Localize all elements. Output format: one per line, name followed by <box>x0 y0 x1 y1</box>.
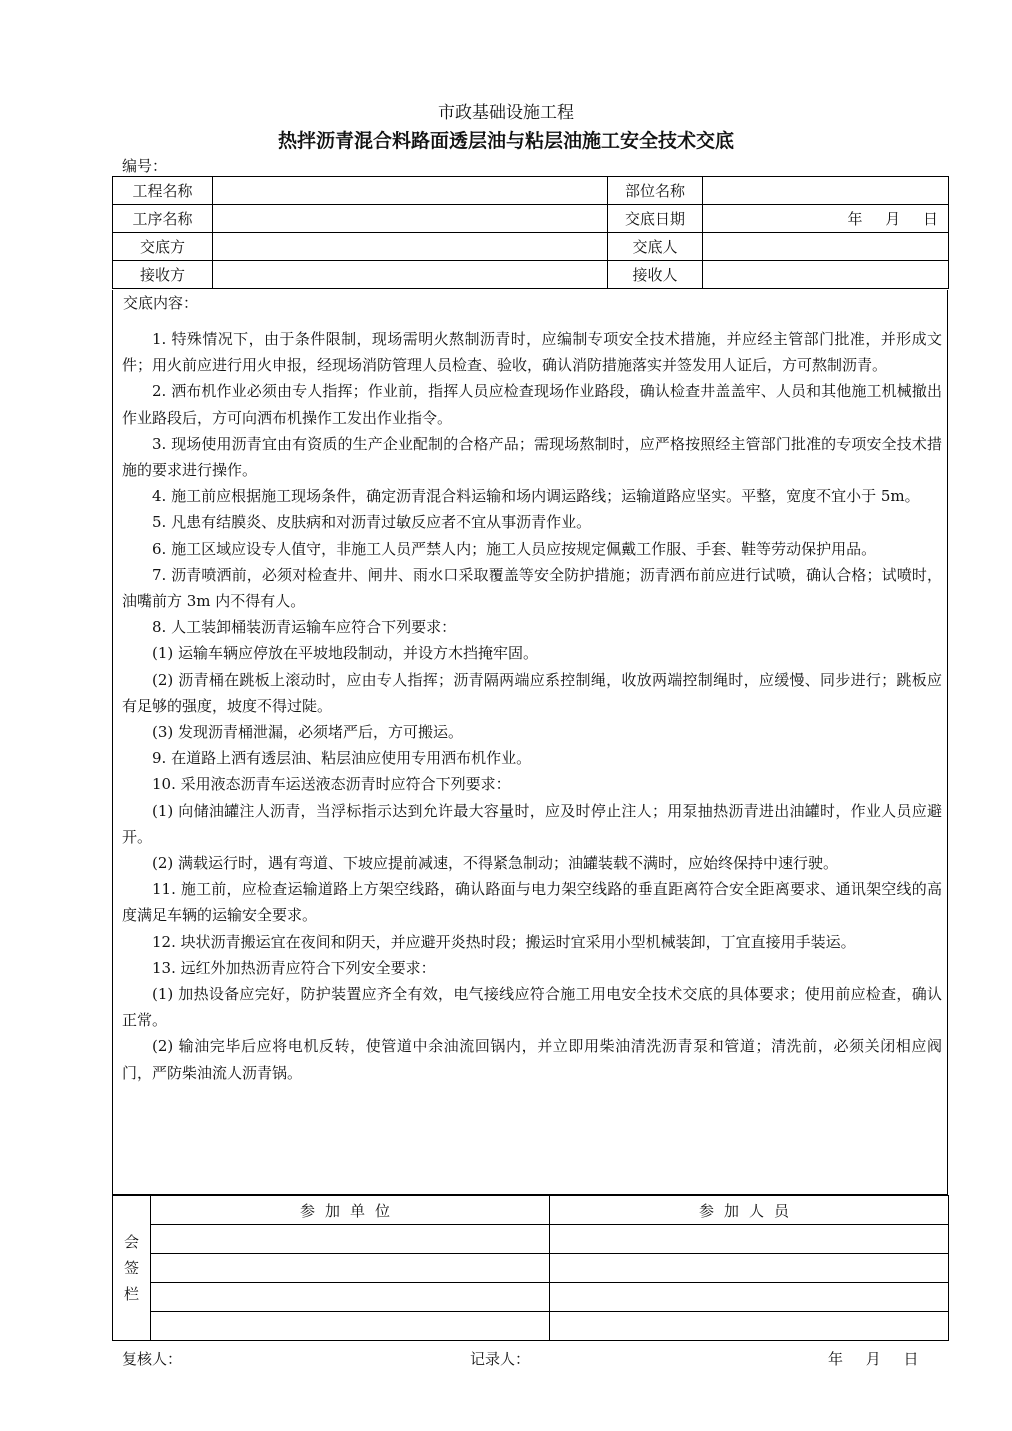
part-name-label: 部位名称 <box>608 177 703 205</box>
table-row <box>113 1312 949 1341</box>
content-paragraph: 10. 采用液态沥青车运送液态沥青时应符合下列要求： <box>152 775 511 794</box>
content-paragraph: (1) 加热设备应完好，防护装置应齐全有效，电气接线应符合施工用电安全技术交底的具体要求；使用前应检查，确认正常。 <box>122 985 942 1030</box>
signoff-side-label <box>113 1196 151 1341</box>
table-row <box>113 205 949 233</box>
table-row <box>113 1283 949 1312</box>
giver-person-label: 交底人 <box>608 233 703 261</box>
document-title: 热拌沥青混合料路面透层油与粘层油施工安全技术交底 <box>277 130 734 152</box>
content-paragraph: 8. 人工装卸桶装沥青运输车应符合下列要求： <box>152 618 457 637</box>
content-label: 交底内容： <box>123 294 199 312</box>
unit-field[interactable] <box>151 1254 550 1283</box>
content-paragraph: 12. 块状沥青搬运宜在夜间和阴天，并应避开炎热时段；搬运时宜采用小型机械装卸，丁宜直接用手装运。 <box>152 932 856 951</box>
giver-side-label: 交底方 <box>113 233 213 261</box>
recorder-label: 记录人： <box>470 1350 531 1368</box>
unit-field[interactable] <box>151 1225 550 1254</box>
content-paragraph: (1) 向储油罐注人沥青，当浮标指示达到允许最大容量时，应及时停止注人；用泵抽热沥青进出油罐时，作业人员应避开。 <box>122 801 942 846</box>
content-paragraph: (2) 输油完毕后应将电机反转，使管道中余油流回锅内，并立即用柴油清洗沥青泵和管道；清洗前，必须关闭相应阀门，严防柴油流人沥青锅。 <box>122 1037 942 1082</box>
unit-field[interactable] <box>151 1283 550 1312</box>
table-row <box>113 1196 949 1225</box>
table-row <box>113 177 949 205</box>
content-paragraph: 13. 远红外加热沥青应符合下列安全要求： <box>152 958 436 977</box>
document-subtitle: 市政基础设施工程 <box>438 103 574 123</box>
personnel-field[interactable] <box>550 1254 949 1283</box>
giver-side-field[interactable] <box>213 233 608 261</box>
receiver-side-field[interactable] <box>213 261 608 289</box>
receiver-person-label: 接收人 <box>608 261 703 289</box>
content-paragraph: (2) 满载运行时，遇有弯道、下坡应提前减速，不得紧急制动；油罐装载不满时，应始终保持中速行驶。 <box>152 854 839 873</box>
content-paragraph: 11. 施工前，应检查运输道路上方架空线路，确认路面与电力架空线路的垂直距离符合安全距离要求、通讯架空线的高度满足车辆的运输安全要求。 <box>122 880 942 925</box>
info-table <box>112 176 949 289</box>
content-paragraph: 3. 现场使用沥青宜由有资质的生产企业配制的合格产品；需现场熬制时，应严格按照经主管部门批准的专项安全技术措施的要求进行操作。 <box>122 434 942 480</box>
code-label: 编号： <box>122 157 168 175</box>
personnel-field[interactable] <box>550 1225 949 1254</box>
project-name-field[interactable] <box>213 177 608 205</box>
table-row <box>113 261 949 289</box>
content-paragraph: 5. 凡患有结膜炎、皮肤病和对沥青过敏反应者不宜从事沥青作业。 <box>152 513 592 532</box>
process-name-field[interactable] <box>213 205 608 233</box>
signoff-side-char: 会 <box>123 1233 139 1251</box>
content-paragraph: 2. 洒布机作业必须由专人指挥；作业前，指挥人员应检查现场作业路段，确认检查井盖盖牢、人员和其他施工机械撤出作业路段后，方可向洒布机操作工发出作业指令。 <box>122 382 942 427</box>
personnel-header: 参加人员 <box>550 1196 949 1225</box>
footer-date: 年 月 日 <box>828 1350 919 1368</box>
content-paragraph: 9. 在道路上洒有透层油、粘层油应使用专用洒布机作业。 <box>152 749 532 768</box>
content-paragraph: 1. 特殊情况下，由于条件限制，现场需明火熬制沥青时，应编制专项安全技术措施，并应经主管部门批准，并形成文件；用火前应进行用火申报，经现场消防管理人员检查、验收，确认消防措施落实并签发用人证后，方可熬制沥青。 <box>122 330 942 375</box>
receiver-side-label: 接收方 <box>113 261 213 289</box>
signoff-table <box>112 1195 949 1341</box>
date-label: 交底日期 <box>608 205 703 233</box>
date-field[interactable]: 年 月 日 <box>703 205 949 233</box>
content-paragraph: (3) 发现沥青桶泄漏，必须堵严后，方可搬运。 <box>152 723 464 742</box>
personnel-field[interactable] <box>550 1283 949 1312</box>
project-name-label: 工程名称 <box>113 177 213 205</box>
table-row <box>113 1254 949 1283</box>
reviewer-label: 复核人： <box>122 1350 183 1368</box>
content-paragraph: (2) 沥青桶在跳板上滚动时，应由专人指挥；沥青隔两端应系控制绳，收放两端控制绳时，应缓慢、同步进行；跳板应有足够的强度，坡度不得过陡。 <box>122 670 942 715</box>
process-name-label: 工序名称 <box>113 205 213 233</box>
signoff-side-char: 签 <box>123 1259 139 1277</box>
part-name-field[interactable] <box>703 177 949 205</box>
table-row <box>113 1225 949 1254</box>
content-paragraphs <box>122 326 942 1086</box>
content-paragraph: 6. 施工区域应设专人值守，非施工人员严禁人内；施工人员应按规定佩戴工作服、手套、鞋等劳动保护用品。 <box>152 539 877 558</box>
table-row <box>113 233 949 261</box>
content-paragraph: 7. 沥青喷洒前，必须对检查井、闸井、雨水口采取覆盖等安全防护措施；沥青洒布前应进行试喷，确认合格；试喷时，油嘴前方 3m 内不得有人。 <box>122 565 942 611</box>
receiver-person-field[interactable] <box>703 261 949 289</box>
unit-field[interactable] <box>151 1312 550 1341</box>
content-paragraph: 4. 施工前应根据施工现场条件，确定沥青混合料运输和场内调运路线；运输道路应坚实。平整，宽度不宜小于 5m。 <box>152 487 920 506</box>
giver-person-field[interactable] <box>703 233 949 261</box>
personnel-field[interactable] <box>550 1312 949 1341</box>
signoff-side-char: 栏 <box>123 1285 139 1303</box>
unit-header: 参加单位 <box>151 1196 550 1225</box>
content-paragraph: (1) 运输车辆应停放在平坡地段制动，并设方木挡掩牢固。 <box>152 644 539 663</box>
